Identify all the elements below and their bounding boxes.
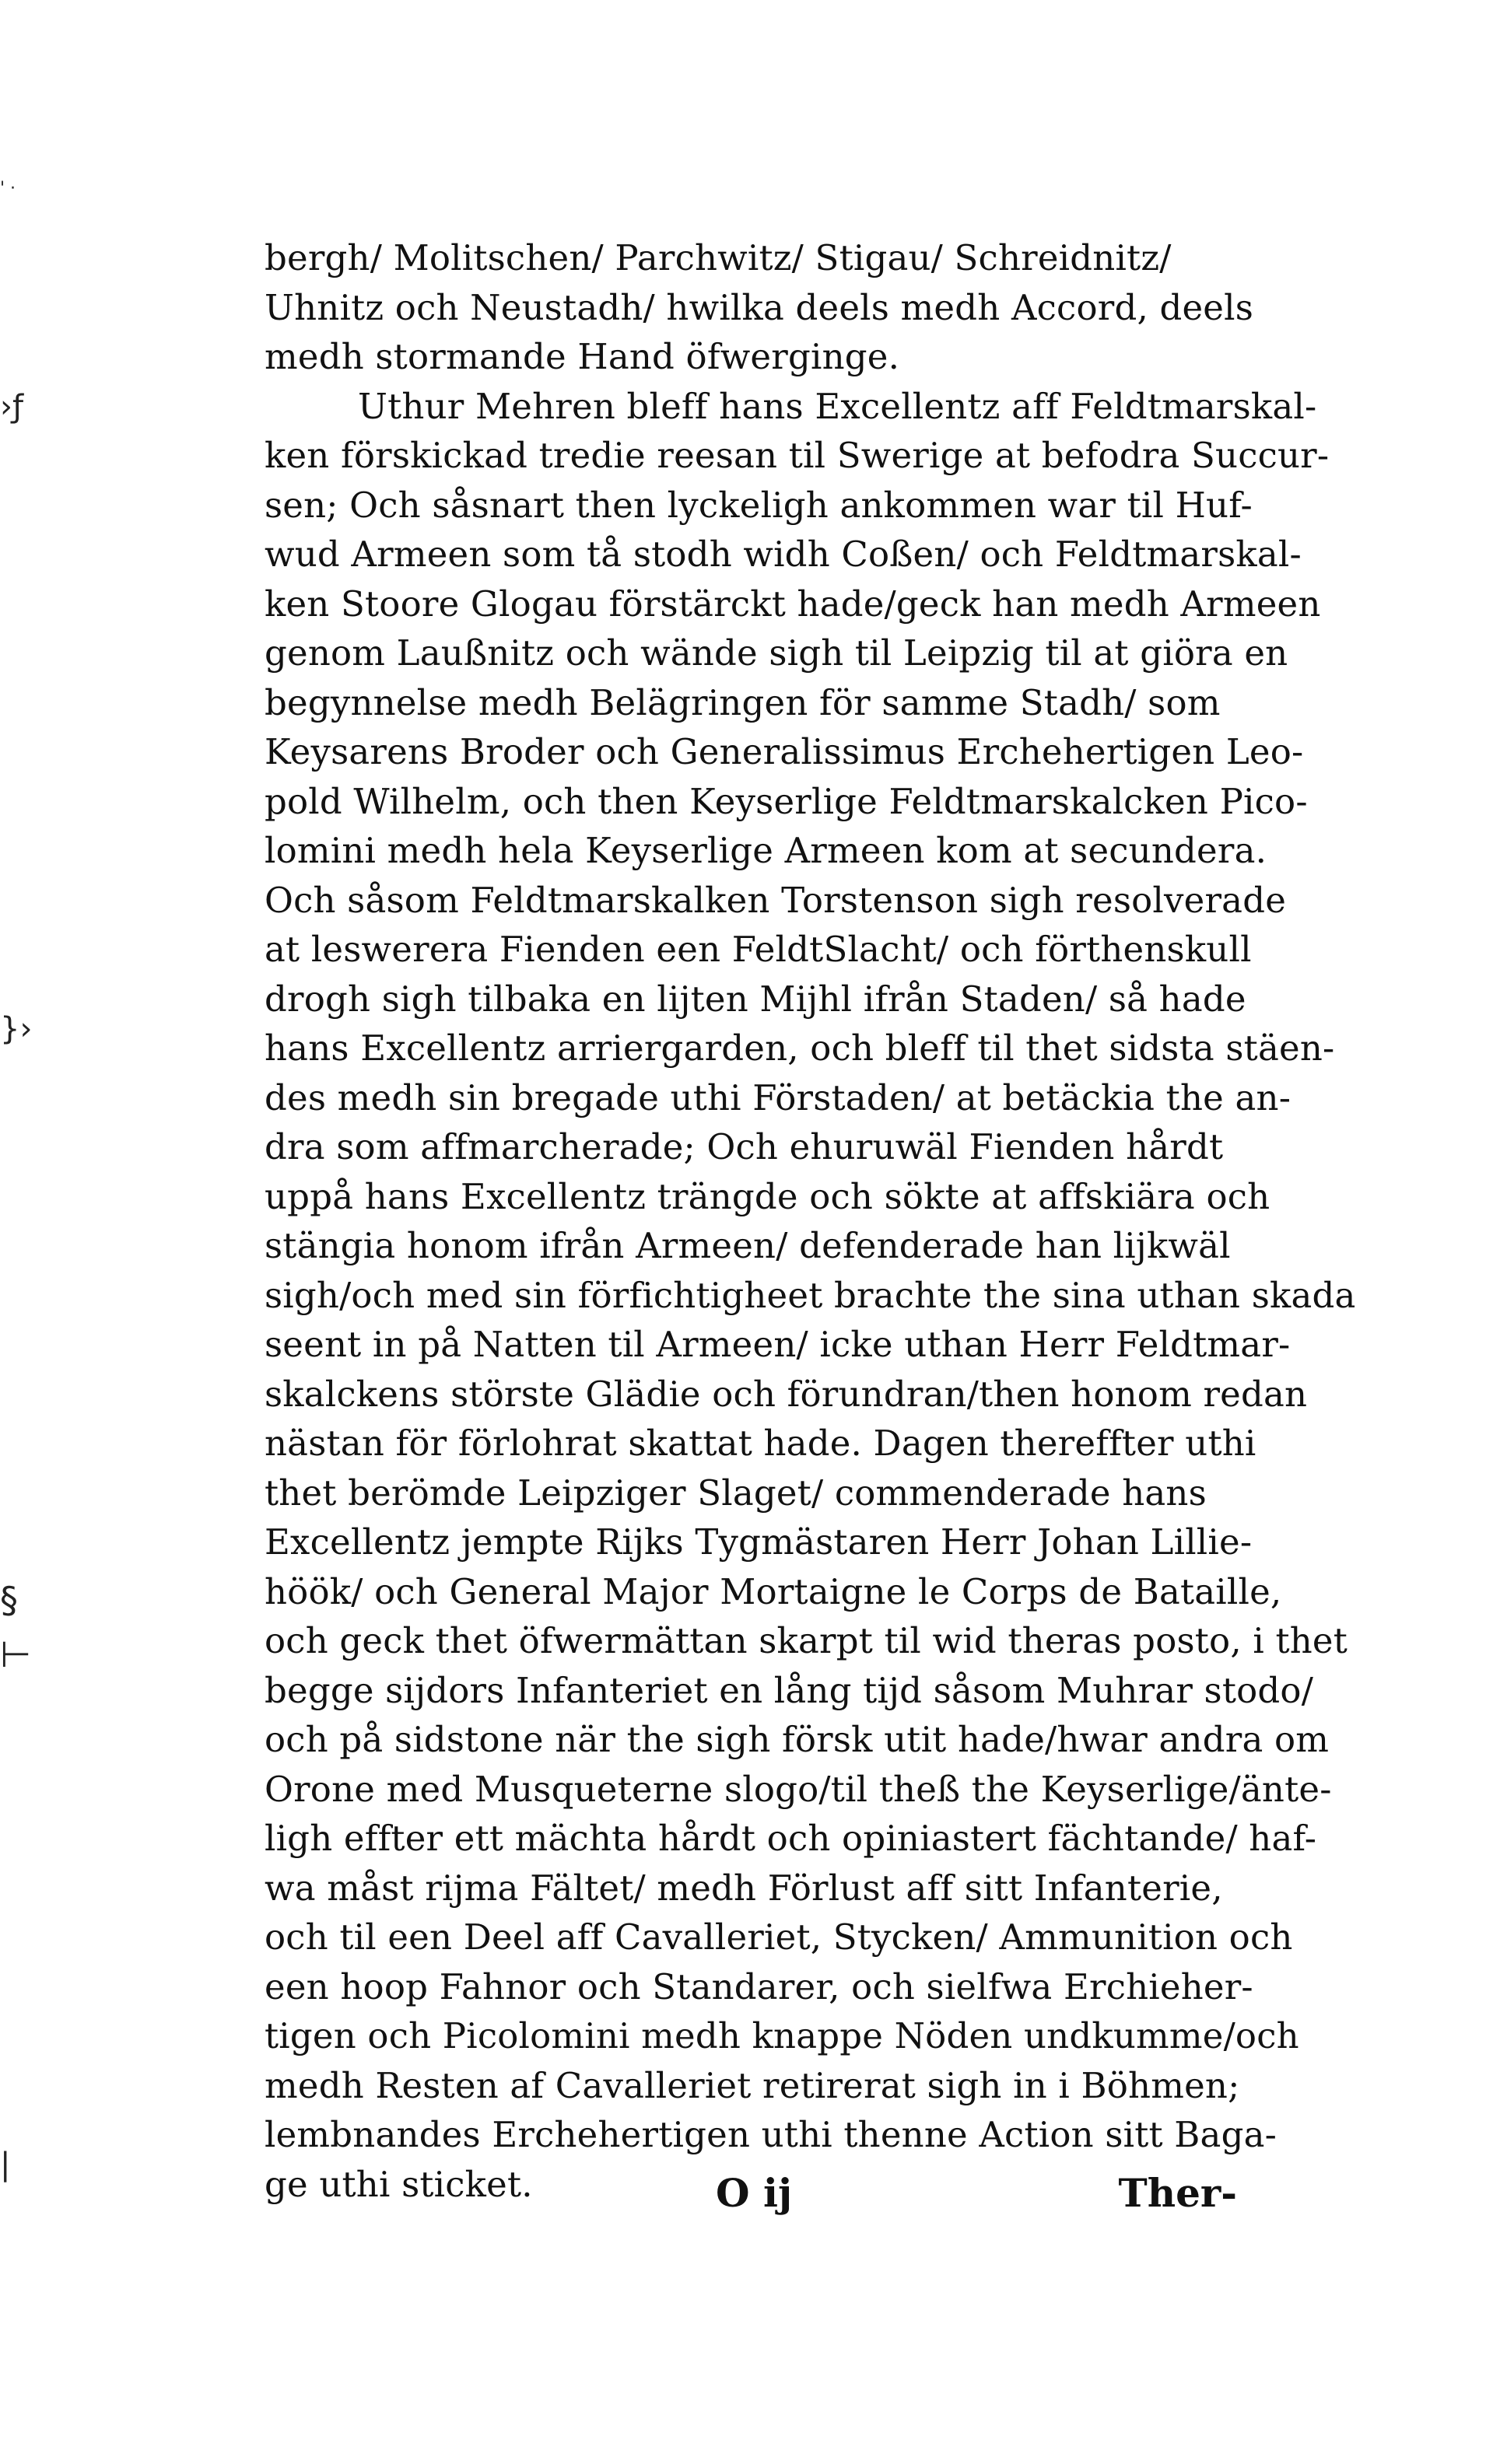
text-line: lembnandes Erchehertigen uthi thenne Action sitt Baga-: [265, 2114, 1277, 2155]
text-line: Uhnitz och Neustadh/ hwilka deels medh Accord, deels: [265, 286, 1254, 328]
text-line: drogh sigh tilbaka en lijten Mijhl ifrån Staden/ så hade: [265, 978, 1246, 1020]
text-line: Orone med Musqueterne slogo/til theß the Keyserlige/änte-: [265, 1768, 1332, 1810]
text-line: sigh/och med sin förfichtigheet brachte the sina uthan skada: [265, 1274, 1356, 1316]
text-line: des medh sin bregade uthi Förstaden/ at betäckia the an-: [265, 1076, 1291, 1118]
text-line: medh stormande Hand öfwerginge.: [265, 336, 900, 377]
margin-mark-6: |: [0, 2147, 11, 2182]
text-line: genom Laußnitz och wände sigh til Leipzig til at giöra en: [265, 632, 1288, 674]
margin-mark-2: ›ƒ: [0, 389, 24, 425]
body-text: [265, 233, 1356, 2209]
text-line: wa måst rijma Fältet/ medh Förlust aff sitt Infanterie,: [265, 1867, 1223, 1909]
text-line: ge uthi sticket.: [265, 2163, 533, 2205]
text-line: bergh/ Molitschen/ Parchwitz/ Stigau/ Schreidnitz/: [265, 237, 1172, 278]
text-line: Och såsom Feldtmarskalken Torstenson sigh resolverade: [265, 879, 1287, 921]
text-line: stängia honom ifrån Armeen/ defenderade han lijkwäl: [265, 1225, 1231, 1266]
text-line: tigen och Picolomini medh knappe Nöden undkumme/och: [265, 2015, 1299, 2056]
text-line: Excellentz jempte Rijks Tygmästaren Herr Johan Lillie-: [265, 1521, 1253, 1563]
text-line: ken Stoore Glogau förstärckt hade/geck han medh Armeen: [265, 583, 1321, 625]
text-line: wud Armeen som tå stodh widh Coßen/ och Feldtmarskal-: [265, 534, 1302, 575]
text-line: nästan för förlohrat skattat hade. Dagen thereffter uthi: [265, 1423, 1256, 1464]
text-line: een hoop Fahnor och Standarer, och sielfwa Erchieher-: [265, 1965, 1253, 2007]
catchword: Ther-: [1118, 2170, 1237, 2216]
text-line: Uthur Mehren bleff hans Excellentz aff Feldtmarskal-: [358, 385, 1317, 427]
text-line: höök/ och General Major Mortaigne le Corps de Bataille,: [265, 1570, 1282, 1612]
text-line: ken förskickad tredie reesan til Swerige at befodra Succur-: [265, 435, 1330, 476]
margin-mark-3: }›: [0, 1011, 33, 1047]
margin-mark-1: ' ·: [0, 179, 16, 198]
text-line: thet berömde Leipziger Slaget/ commenderade hans: [265, 1472, 1207, 1514]
text-line: och til een Deel aff Cavalleriet, Stycken/ Ammunition och: [265, 1916, 1293, 1958]
text-line: uppå hans Excellentz trängde och sökte at affskiära och: [265, 1175, 1270, 1217]
text-line: och geck thet öfwermättan skarpt til wid theras posto, i thet: [265, 1620, 1348, 1661]
margin-mark-4: §: [0, 1579, 18, 1621]
text-line: ligh effter ett mächta hårdt och opiniastert fächtande/ haf-: [265, 1818, 1317, 1859]
text-line: pold Wilhelm, och then Keyserlige Feldtmarskalcken Pico-: [265, 780, 1308, 822]
text-line: dra som affmarcherade; Och ehuruwäl Fienden hårdt: [265, 1126, 1224, 1167]
text-line: sen; Och såsnart then lyckeligh ankommen war til Huf-: [265, 484, 1253, 526]
text-line: Keysarens Broder och Generalissimus Erchehertigen Leo-: [265, 731, 1304, 772]
signature-mark: O ij: [716, 2170, 793, 2216]
text-line: medh Resten af Cavalleriet retirerat sigh in i Böhmen;: [265, 2064, 1240, 2106]
text-line: at leswerera Fienden een FeldtSlacht/ och förthenskull: [265, 929, 1252, 970]
text-line: och på sidstone när the sigh försk utit hade/hwar andra om: [265, 1719, 1330, 1760]
text-line: hans Excellentz arriergarden, och bleff til thet sidsta stäen-: [265, 1027, 1335, 1069]
text-line: begynnelse medh Belägringen för samme Stadh/ som: [265, 681, 1221, 723]
text-line: begge sijdors Infanteriet en lång tijd såsom Muhrar stodo/: [265, 1669, 1314, 1711]
margin-mark-5: ⊢: [0, 1633, 32, 1675]
page-footer: [265, 2170, 1237, 2224]
text-line: seent in på Natten til Armeen/ icke uthan Herr Feldtmar-: [265, 1324, 1291, 1365]
text-line: lomini medh hela Keyserlige Armeen kom at secundera.: [265, 830, 1267, 871]
text-line: skalckens störste Glädie och förundran/then honom redan: [265, 1373, 1308, 1415]
